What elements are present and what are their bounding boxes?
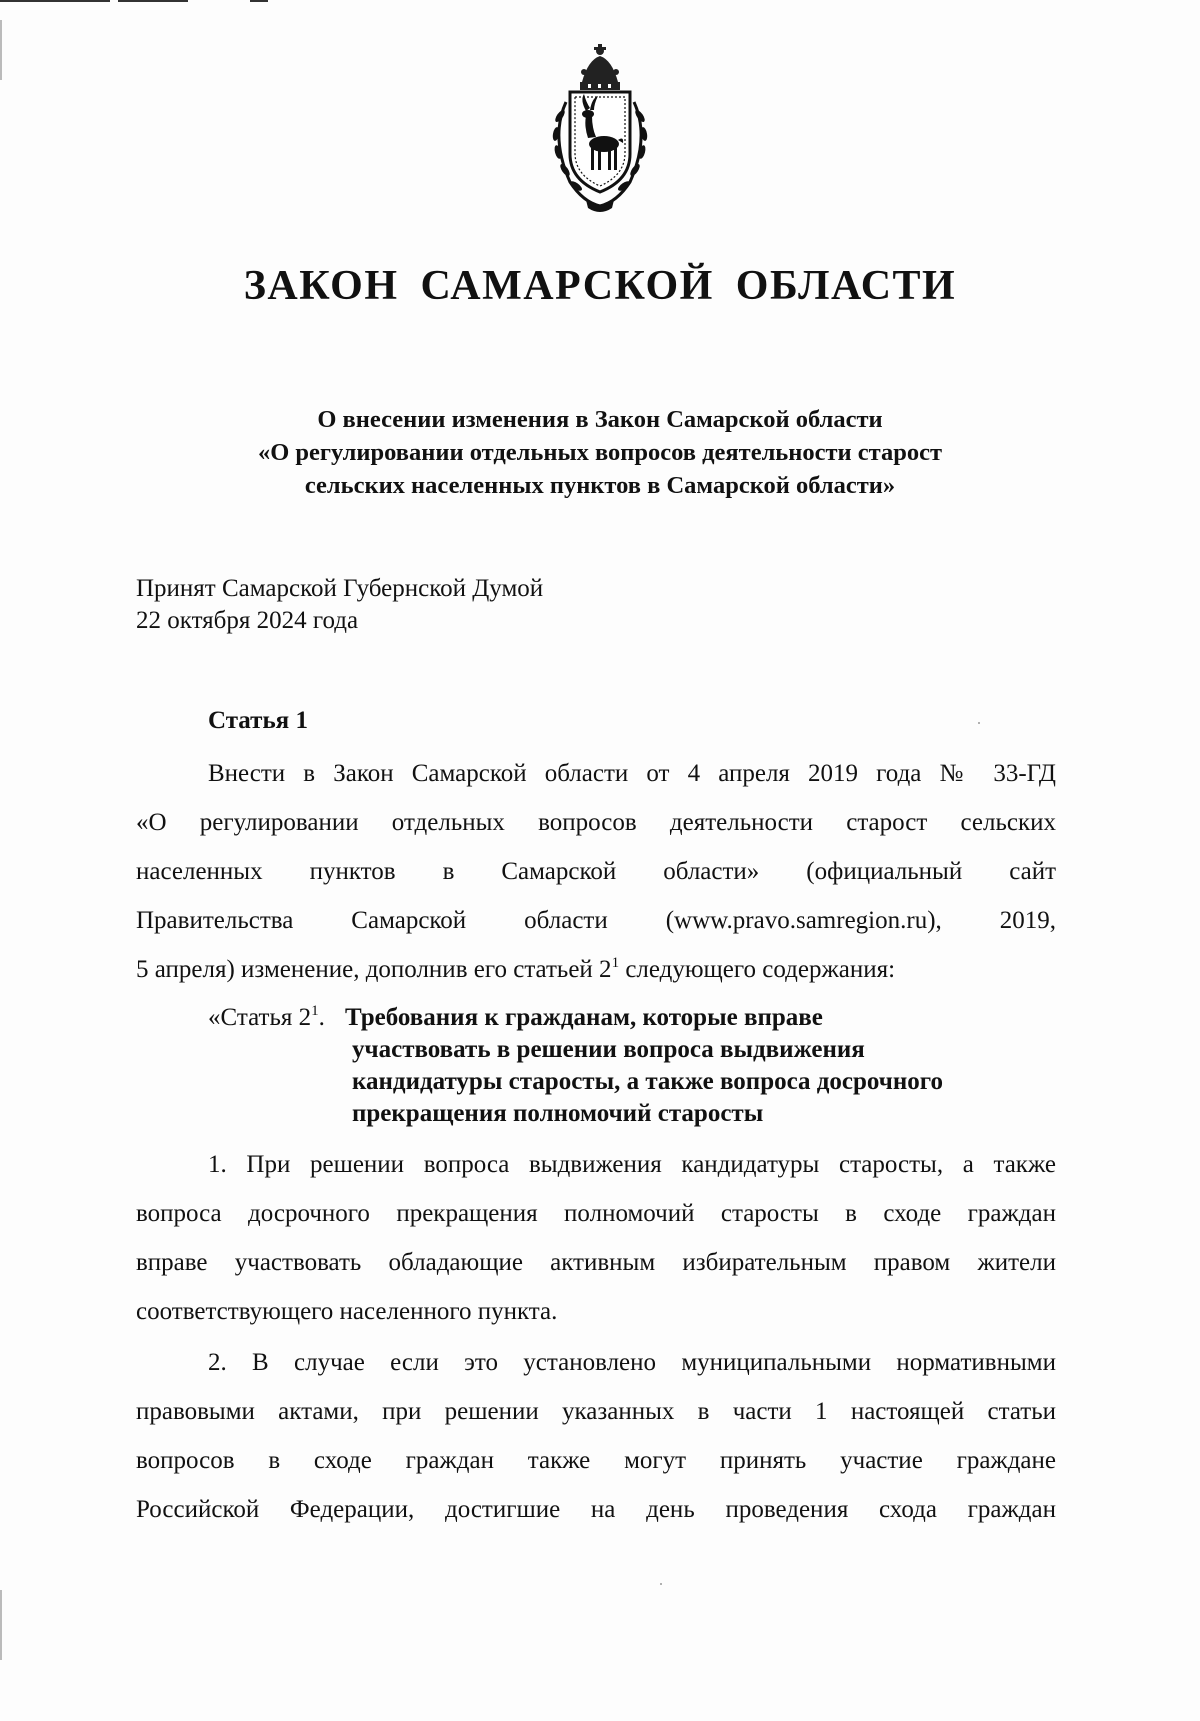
point-2 xyxy=(136,1338,1056,1534)
point-2-line: 2. В случае если это установлено муниципальными нормативными xyxy=(208,1349,1056,1376)
subtitle-line: О внесении изменения в Закон Самарской области xyxy=(317,406,883,433)
point-2-line: вопросов в сходе граждан также могут принять участие граждане xyxy=(136,1447,1056,1474)
new-article-prefix: «Статья 2 xyxy=(208,1004,312,1031)
scan-speck xyxy=(978,722,980,724)
superscript: 1 xyxy=(311,1003,319,1019)
new-article-title-line: кандидатуры старосты, а также вопроса досрочного xyxy=(352,1068,943,1095)
subtitle-line: «О регулировании отдельных вопросов деятельности старост xyxy=(257,439,943,466)
adoption-line: Принят Самарской Губернской Думой xyxy=(136,575,544,602)
scan-speck xyxy=(660,1583,662,1585)
article-heading: Статья 1 xyxy=(208,707,308,734)
article-body-line: «О регулировании отдельных вопросов деятельности старост сельских xyxy=(136,809,1056,836)
article-body-line: Правительства Самарской области (www.pravo.samregion.ru), 2019, xyxy=(136,907,1056,934)
article-body xyxy=(136,749,1056,994)
new-article-title-line: Требования к гражданам, которые вправе xyxy=(345,1004,823,1031)
article-body-text: следующего содержания: xyxy=(619,956,896,983)
scan-edge-mark xyxy=(0,20,2,80)
law-subtitle xyxy=(0,403,1200,502)
scan-artifact-marks xyxy=(0,0,300,4)
new-article-title-line: прекращения полномочий старосты xyxy=(352,1100,764,1127)
point-2-line: правовыми актами, при решении указанных в части 1 настоящей статьи xyxy=(136,1398,1056,1425)
new-article-title xyxy=(352,1034,943,1130)
adoption-date: 22 октября 2024 года xyxy=(136,607,359,634)
point-1-line: вправе участвовать обладающие активным избирательным правом жители xyxy=(136,1249,1056,1276)
article-body-text: 5 апреля) изменение, дополнив его статьей 2 xyxy=(136,956,612,983)
point-1-line: 1. При решении вопроса выдвижения кандидатуры старосты, а также xyxy=(208,1151,1056,1178)
new-article-dot: . xyxy=(318,1004,325,1031)
samara-oblast-coat-of-arms-icon xyxy=(528,42,672,218)
article-body-line xyxy=(136,945,1056,994)
superscript: 1 xyxy=(611,955,620,971)
new-article-title-line: участвовать в решении вопроса выдвижения xyxy=(352,1036,865,1063)
point-2-line: Российской Федерации, достигшие на день проведения схода граждан xyxy=(136,1496,1056,1523)
law-title: ЗАКОН САМАРСКОЙ ОБЛАСТИ xyxy=(243,263,957,309)
adoption-note xyxy=(136,573,543,637)
point-1-line: соответствующего населенного пункта. xyxy=(136,1298,558,1325)
point-1 xyxy=(136,1140,1056,1336)
article-body-line: Внести в Закон Самарской области от 4 апреля 2019 года № 33-ГД xyxy=(208,760,1056,787)
article-body-line: населенных пунктов в Самарской области» (официальный сайт xyxy=(136,858,1056,885)
scan-edge-mark xyxy=(0,1590,2,1660)
point-1-line: вопроса досрочного прекращения полномочий старосты в сходе граждан xyxy=(136,1200,1056,1227)
new-article-number xyxy=(208,1002,325,1034)
subtitle-line: сельских населенных пунктов в Самарской области» xyxy=(304,472,896,499)
